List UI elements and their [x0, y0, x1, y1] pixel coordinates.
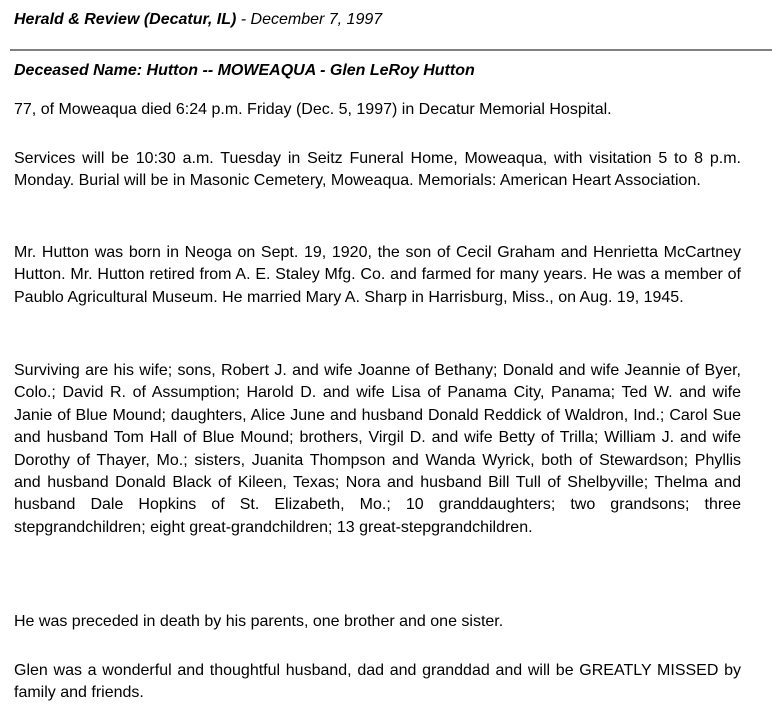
- deceased-name-heading: Deceased Name: Hutton -- MOWEAQUA - Glen LeRoy Hutton: [14, 62, 475, 79]
- obituary-paragraph-services: Services will be 10:30 a.m. Tuesday in Seitz Funeral Home, Moweaqua, with visitation 5 to 8 p.m. Monday. Burial will be in Masonic Cemetery, Moweaqua. Memorials: American Heart Association.: [14, 150, 741, 190]
- header-divider: [10, 49, 772, 51]
- source-separator: -: [236, 11, 251, 28]
- obituary-paragraph-preceded: He was preceded in death by his parents, one brother and one sister.: [14, 613, 504, 630]
- obituary-paragraph-survivors: Surviving are his wife; sons, Robert J. and wife Joanne of Bethany; Donald and wife Jeannie of Byer, Colo.; David R. of Assumption; Harold D. and wife Lisa of Panama City, Panama; Ted W. and wife Janie of Blue Mound; daughters, Alice June and husband Donald Reddick of Waldron, Ind.; Carol Sue and husband Tom Hall of Blue Mound; brothers, Virgil D. and wife Betty of Trilla; William J. and wife Dorothy of Thayer, Mo.; sisters, Juanita Thompson and Wanda Wyrick, both of Stewardson; Phyllis and husband Donald Black of Kileen, Texas; Nora and husband Bill Tull of Shelbyville; Thelma and husband Dale Hopkins of St. Elizabeth, Mo.; 10 granddaughters; two grandsons; three stepgrandchildren; eight great-grandchildren; 13 great-stepgrandchildren.: [14, 362, 741, 536]
- obituary-paragraph-tribute: Glen was a wonderful and thoughtful husband, dad and granddad and will be GREATLY MISSED by family and friends.: [14, 662, 741, 702]
- source-line: [14, 10, 382, 30]
- obituary-paragraph-age-death: 77, of Moweaqua died 6:24 p.m. Friday (Dec. 5, 1997) in Decatur Memorial Hospital.: [14, 101, 612, 118]
- obituary-paragraph-biography: Mr. Hutton was born in Neoga on Sept. 19, 1920, the son of Cecil Graham and Henrietta McCartney Hutton. Mr. Hutton retired from A. E. Staley Mfg. Co. and farmed for many years. He was a member of Paublo Agricultural Museum. He married Mary A. Sharp in Harrisburg, Miss., on Aug. 19, 1945.: [14, 244, 741, 306]
- publication-date: December 7, 1997: [250, 11, 383, 28]
- publication-name: Herald & Review (Decatur, IL): [14, 11, 237, 28]
